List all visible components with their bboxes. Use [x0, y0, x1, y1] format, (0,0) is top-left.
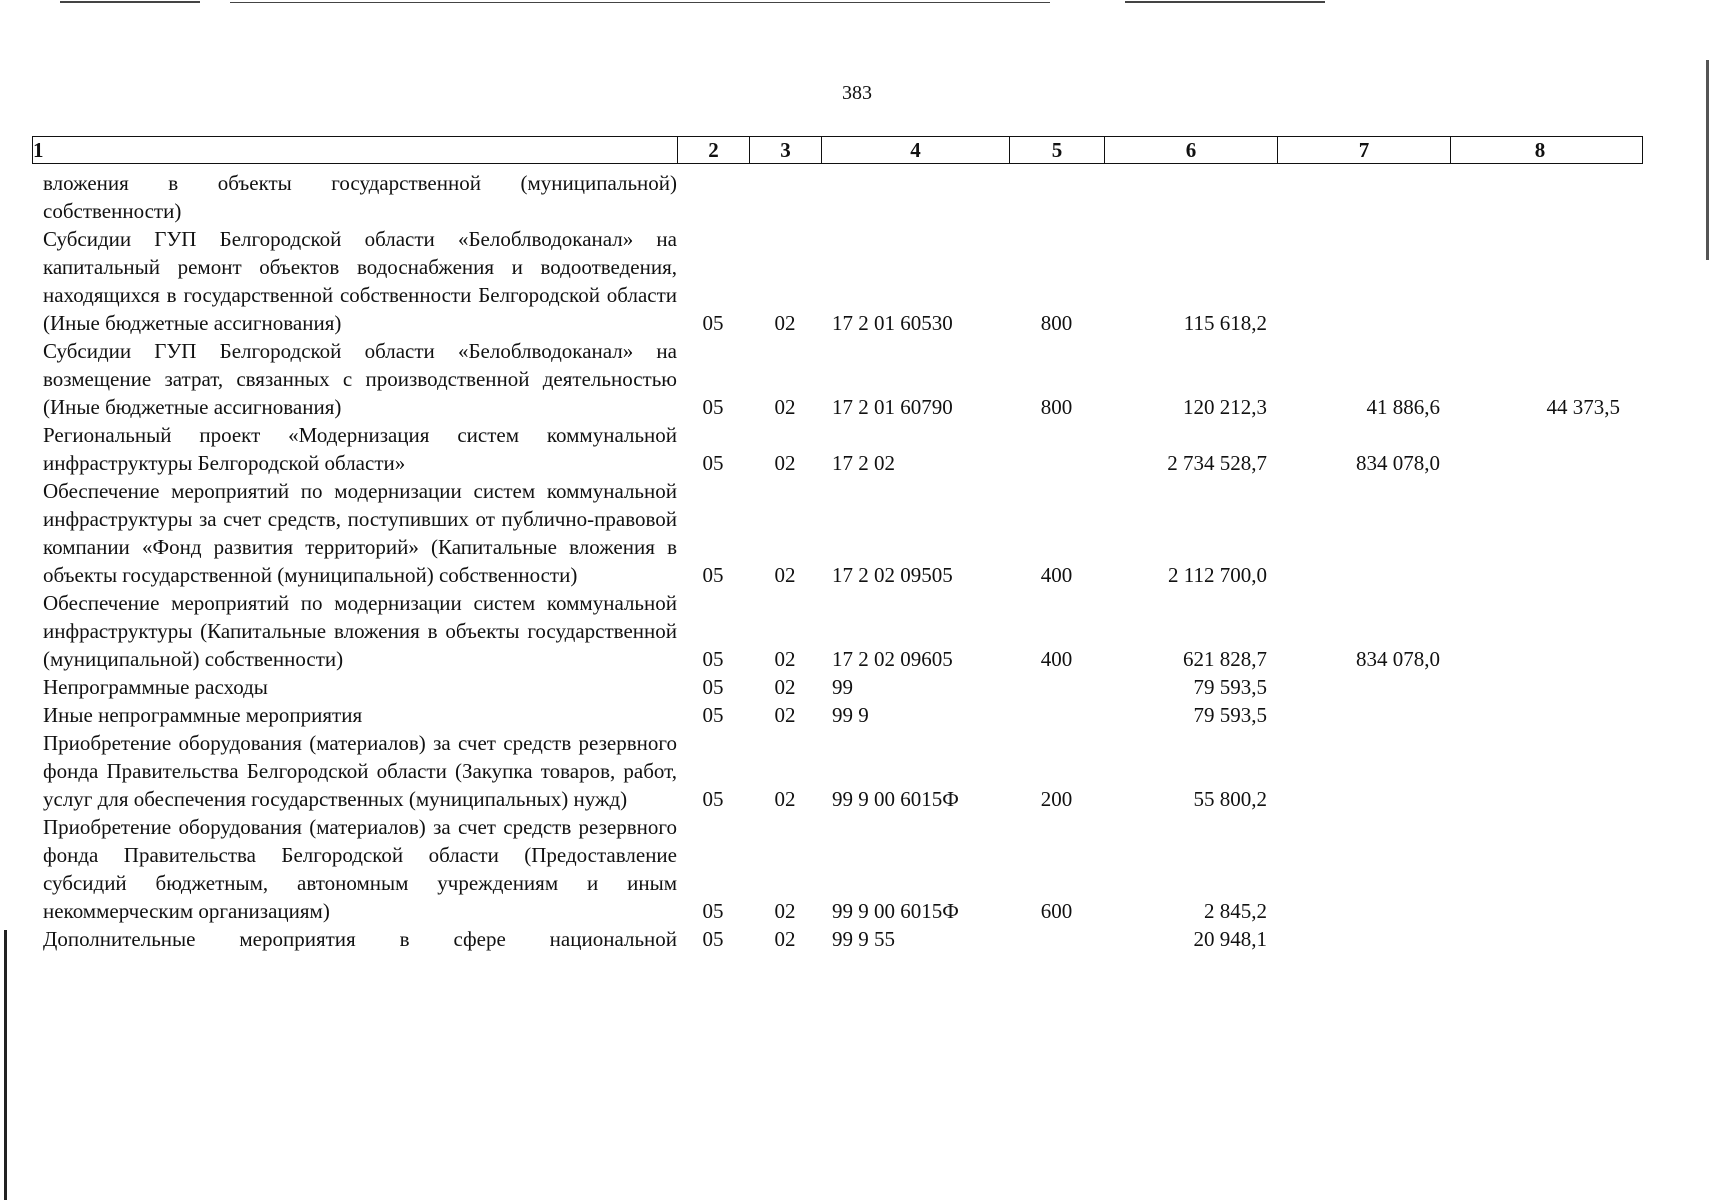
- table-row: [32, 225, 1643, 337]
- table-row: [32, 421, 1643, 477]
- expense-type-code: 800: [1040, 395, 1073, 419]
- amount-col-6: 2 845,2: [1204, 899, 1267, 923]
- subsection-code: 02: [774, 647, 796, 671]
- section-code: 05: [702, 899, 724, 923]
- amount-col-6: 621 828,7: [1183, 647, 1267, 671]
- subsection-code: 02: [774, 787, 796, 811]
- table-body: [32, 169, 1643, 953]
- item-description: Обеспечение мероприятий по модернизации систем коммунальной инфраструктуры (Капитальные вложения в объекты государственной (муниципальной) собственности): [43, 591, 677, 671]
- amount-col-6: 55 800,2: [1193, 787, 1267, 811]
- table-row: [32, 169, 1643, 225]
- table-row: [32, 925, 1643, 953]
- target-article-code: 17 2 02: [832, 451, 895, 475]
- section-code: 05: [702, 395, 724, 419]
- subsection-code: 02: [774, 395, 796, 419]
- table-row: [32, 673, 1643, 701]
- expense-type-code: 800: [1040, 311, 1073, 335]
- amount-col-6: 79 593,5: [1193, 675, 1267, 699]
- target-article-code: 99 9 00 6015Ф: [832, 787, 959, 811]
- item-description: Приобретение оборудования (материалов) за счет средств резервного фонда Правительства Белгородской области (Закупка товаров, работ, услуг для обеспечения государственных (муниципальных) нужд): [43, 731, 677, 811]
- scan-mark-left: [4, 930, 7, 1200]
- amount-col-6: 115 618,2: [1183, 311, 1267, 335]
- amount-col-6: 120 212,3: [1183, 395, 1267, 419]
- section-code: 05: [702, 675, 724, 699]
- column-header-7: 7: [1278, 137, 1451, 163]
- target-article-code: 17 2 02 09505: [832, 563, 953, 587]
- item-description: Дополнительные мероприятия в сфере национальной: [43, 927, 677, 951]
- item-description: Субсидии ГУП Белгородской области «Белоблводоканал» на капитальный ремонт объектов водоснабжения и водоотведения, находящихся в государственной собственности Белгородской области (Иные бюджетные ассигнования): [43, 227, 677, 335]
- table-row: [32, 477, 1643, 589]
- item-description: Непрограммные расходы: [43, 675, 268, 699]
- column-header-6: 6: [1105, 137, 1278, 163]
- table-row: [32, 813, 1643, 925]
- expense-type-code: 400: [1040, 647, 1073, 671]
- column-header-5: 5: [1010, 137, 1105, 163]
- amount-col-6: 2 734 528,7: [1167, 451, 1267, 475]
- scan-mark-top-center: [230, 2, 1050, 3]
- target-article-code: 99 9: [832, 703, 869, 727]
- item-description: Иные непрограммные мероприятия: [43, 703, 363, 727]
- table-row: [32, 701, 1643, 729]
- expense-type-code: 400: [1040, 563, 1073, 587]
- page-number: 383: [842, 82, 872, 104]
- subsection-code: 02: [774, 899, 796, 923]
- section-code: 05: [702, 703, 724, 727]
- subsection-code: 02: [774, 703, 796, 727]
- target-article-code: 17 2 01 60530: [832, 311, 953, 335]
- table-row: [32, 589, 1643, 673]
- table-header: [32, 136, 1643, 164]
- section-code: 05: [702, 563, 724, 587]
- table-row: [32, 729, 1643, 813]
- section-code: 05: [702, 311, 724, 335]
- target-article-code: 17 2 01 60790: [832, 395, 953, 419]
- item-description: вложения в объекты государственной (муниципальной) собственности): [43, 171, 677, 223]
- amount-col-6: 20 948,1: [1193, 927, 1267, 951]
- item-description: Региональный проект «Модернизация систем коммунальной инфраструктуры Белгородской области»: [43, 423, 677, 475]
- item-description: Приобретение оборудования (материалов) за счет средств резервного фонда Правительства Белгородской области (Предоставление субсидий бюджетным, автономным учреждениям и иным некоммерческим организациям): [43, 815, 677, 923]
- section-code: 05: [702, 451, 724, 475]
- expense-type-code: 600: [1040, 899, 1073, 923]
- target-article-code: 99: [832, 675, 853, 699]
- column-header-8: 8: [1534, 138, 1546, 162]
- amount-col-6: 2 112 700,0: [1168, 563, 1267, 587]
- section-code: 05: [702, 787, 724, 811]
- subsection-code: 02: [774, 927, 796, 951]
- subsection-code: 02: [774, 563, 796, 587]
- amount-col-7: 834 078,0: [1356, 451, 1440, 475]
- column-header-2: 2: [678, 137, 750, 163]
- column-header-1: 1: [33, 137, 678, 163]
- amount-col-7: 41 886,6: [1366, 395, 1440, 419]
- section-code: 05: [702, 647, 724, 671]
- amount-col-8: 44 373,5: [1546, 395, 1620, 419]
- amount-col-6: 79 593,5: [1193, 703, 1267, 727]
- amount-col-7: 834 078,0: [1356, 647, 1440, 671]
- scan-mark-top-right: [1125, 1, 1325, 3]
- column-header-3: 3: [750, 137, 822, 163]
- target-article-code: 99 9 55: [832, 927, 895, 951]
- column-header-4: 4: [822, 137, 1010, 163]
- table-row: [32, 337, 1643, 421]
- subsection-code: 02: [774, 675, 796, 699]
- scan-mark-top-left: [60, 1, 200, 3]
- section-code: 05: [702, 927, 724, 951]
- subsection-code: 02: [774, 311, 796, 335]
- expense-type-code: 200: [1040, 787, 1073, 811]
- item-description: Субсидии ГУП Белгородской области «Белоблводоканал» на возмещение затрат, связанных с производственной деятельностью (Иные бюджетные ассигнования): [43, 339, 677, 419]
- target-article-code: 17 2 02 09605: [832, 647, 953, 671]
- target-article-code: 99 9 00 6015Ф: [832, 899, 959, 923]
- subsection-code: 02: [774, 451, 796, 475]
- item-description: Обеспечение мероприятий по модернизации систем коммунальной инфраструктуры за счет средств, поступивших от публично-правовой компании «Фонд развития территорий» (Капитальные вложения в объекты государственной (муниципальной) собственности): [43, 479, 677, 587]
